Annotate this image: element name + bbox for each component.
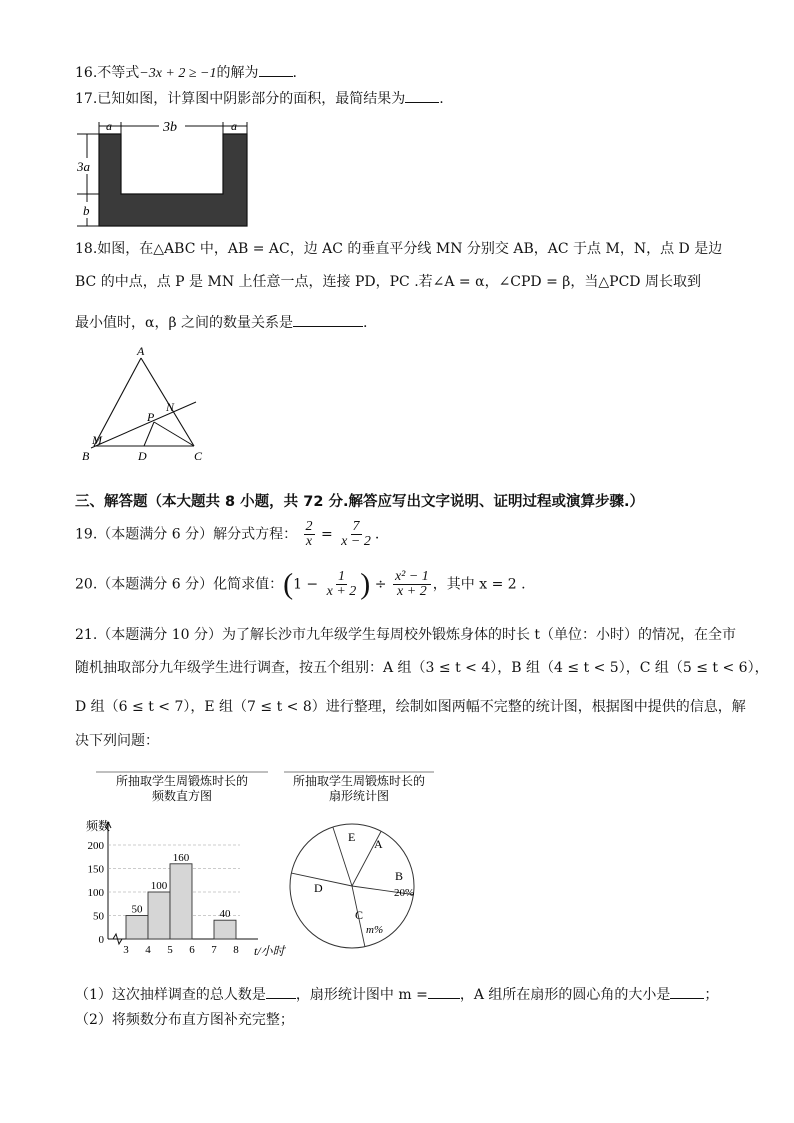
frequency-histogram — [78, 768, 293, 963]
q18-answer-blank[interactable] — [293, 314, 363, 327]
histogram-bar-label: 50 — [131, 903, 143, 916]
histogram-bar — [170, 864, 192, 939]
histogram-y-tick-label: 0 — [98, 934, 104, 946]
pie-slice-label-d: D — [314, 881, 323, 895]
question-21-line3: D 组（6 ≤ t < 7），E 组（7 ≤ t < 8）进行整理，绘制如图两幅不完整的统计图，根据图中提供的信息，解 — [75, 699, 746, 715]
question-21-line2: 随机抽取部分九年级学生进行调查，按五个组别：A 组（3 ≤ t < 4），B 组（4 ≤ t < 5），C 组（5 ≤ t < 6）， — [75, 660, 769, 676]
histogram-x-tick-label: 5 — [167, 944, 173, 956]
pie-slice-label-a: A — [374, 837, 383, 851]
q17-label-left-lower: b — [83, 203, 90, 218]
q17-label-left-upper: 3a — [77, 159, 90, 174]
pie-slice-label-b: B — [395, 869, 404, 883]
question-18-line1: 18.如图，在△ABC 中，AB = AC，边 AC 的垂直平分线 MN 分别交 AB，AC 于点 M，N，点 D 是边 — [75, 241, 723, 257]
pie-slice-label-c: C — [355, 908, 364, 922]
q17-label-top-mid: 3b — [163, 120, 177, 135]
q21-total-blank[interactable] — [266, 986, 296, 999]
q16-inequality: −3x + 2 ≥ −1 — [139, 66, 217, 81]
histogram-y-tick-label: 150 — [87, 863, 104, 876]
histogram-bar-label: 160 — [172, 851, 190, 864]
q18-triangle-figure — [80, 344, 210, 464]
question-21-sub2: （2）将频数分布直方图补充完整； — [75, 1012, 294, 1028]
histogram-bar-label: 100 — [150, 880, 168, 892]
histogram-y-label: 频数 — [86, 819, 111, 833]
q18-label-D: D — [138, 449, 147, 463]
q19-fraction-right: $\frac{7}{x - 2}$ — [341, 519, 371, 549]
q17-label-top-left: a — [106, 119, 112, 133]
pie-title-1: 所抽取学生周锻炼时长的 — [292, 774, 426, 788]
histogram-x-tick-label: 7 — [211, 944, 217, 956]
pie-chart — [284, 768, 444, 958]
pie-slice-value-b: 20% — [394, 887, 415, 899]
pie-slice-label-e: E — [348, 830, 356, 844]
histogram-x-tick-label: 3 — [123, 944, 129, 956]
question-21-line1: 21.（本题满分 10 分）为了解长沙市九年级学生每周校外锻炼身体的时长 t（单位：小时）的情况，在全市 — [75, 627, 737, 643]
question-19: 19.（本题满分 6 分）解分式方程： $\frac{2}{x}$ = $\frac{7}{x - 2}$ . — [75, 519, 380, 549]
q18-label-P: P — [147, 410, 155, 424]
q20-fraction-2: $\frac{\text{x² − 1}}{x + 2}$ — [394, 569, 429, 599]
q21-angle-blank[interactable] — [670, 986, 704, 999]
question-21-sub1: （1）这次抽样调查的总人数是 ，扇形统计图中 m = ，A 组所在扇形的圆心角的大小是 ； — [75, 987, 719, 1003]
q17-label-top-right: a — [231, 119, 237, 133]
q18-label-A: A — [137, 344, 145, 358]
histogram-x-label: t/小时 — [254, 944, 285, 958]
histogram-x-tick-label: 6 — [189, 944, 195, 956]
histogram-y-tick-label: 200 — [87, 840, 104, 852]
histogram-y-tick-label: 50 — [93, 910, 104, 923]
histogram-bar-label: 40 — [219, 908, 231, 921]
q18-label-B: B — [82, 449, 90, 463]
question-18-line3: 最小值时，α，β 之间的数量关系是 . — [75, 315, 368, 331]
question-20: 20.（本题满分 6 分）化简求值：(1 − $\frac{1}{x + 2}$ ) ÷ $\frac{\text{x² − 1}}{x + 2}$ ，其中 x = 2 . — [75, 567, 526, 601]
histogram-y-tick-label: 100 — [87, 887, 104, 899]
question-16: 16.不等式−3x + 2 ≥ −1的解为 . — [75, 65, 297, 81]
q19-fraction-left: $\frac{2}{x}$ — [305, 519, 313, 549]
q18-label-N: N — [166, 400, 175, 414]
q20-fraction-1: $\frac{1}{x + 2}$ — [326, 569, 357, 599]
q17-answer-blank[interactable] — [405, 90, 439, 103]
pie-title-2: 扇形统计图 — [328, 789, 390, 803]
histogram-x-tick-label: 4 — [145, 944, 151, 956]
question-21-line4: 决下列问题： — [75, 733, 159, 749]
histogram-bar — [148, 892, 170, 939]
q17-figure — [75, 116, 260, 232]
question-18-line2: BC 的中点，点 P 是 MN 上任意一点，连接 PD，PC .若∠A = α，∠CPD = β，当△PCD 周长取到 — [75, 274, 701, 290]
section-3-heading: 三、解答题（本大题共 8 小题，共 72 分.解答应写出文字说明、证明过程或演算步骤.） — [75, 494, 644, 510]
histogram-title-1: 所抽取学生周锻炼时长的 — [115, 774, 249, 788]
q21-m-blank[interactable] — [428, 986, 460, 999]
pie-slice-value-c: m% — [366, 924, 384, 936]
q18-label-C: C — [194, 449, 203, 463]
histogram-x-tick-label: 8 — [233, 944, 239, 956]
question-17: 17.已知如图，计算图中阴影部分的面积，最简结果为 . — [75, 91, 444, 107]
histogram-bar — [214, 920, 236, 939]
histogram-bar — [126, 916, 148, 940]
q16-answer-blank[interactable] — [259, 64, 293, 77]
histogram-title-2: 频数直方图 — [151, 789, 213, 803]
q18-label-M: M — [92, 433, 102, 447]
